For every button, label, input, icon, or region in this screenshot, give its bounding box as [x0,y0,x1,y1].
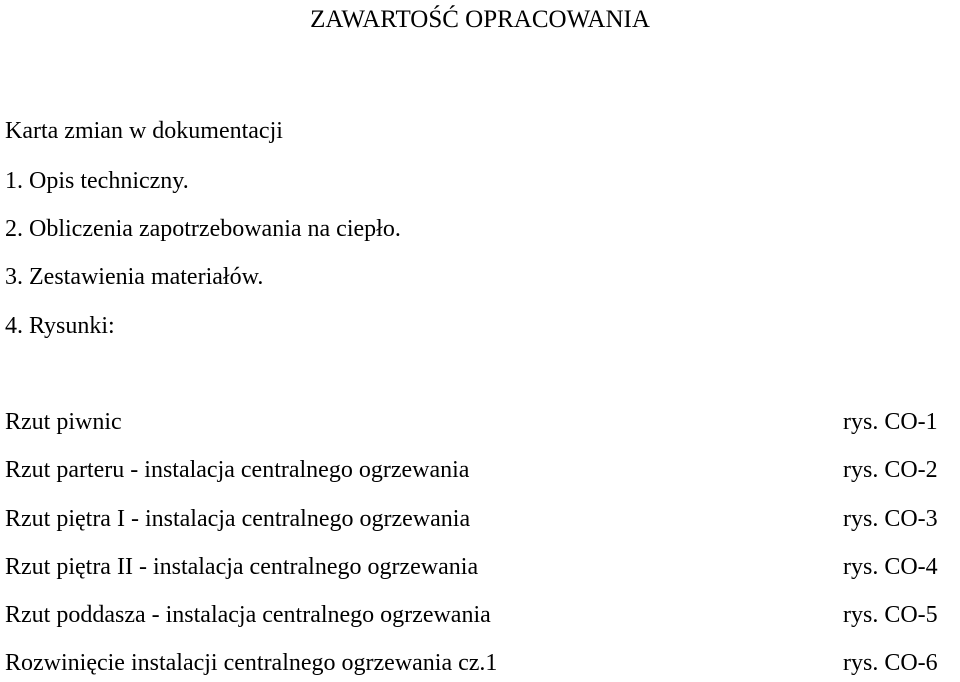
contents-item-technical-description: 1. Opis techniczny. [5,168,189,194]
contents-item-material-lists: 3. Zestawienia materiałów. [5,264,264,290]
drawing-code: rys. CO-2 [843,457,938,483]
drawing-code: rys. CO-6 [843,650,938,676]
drawing-name: Rzut poddasza - instalacja centralnego ogrzewania [5,602,491,628]
drawing-name: Rzut piętra II - instalacja centralnego ogrzewania [5,554,479,580]
drawing-name: Rzut piętra I - instalacja centralnego ogrzewania [5,506,471,532]
contents-item-heat-calculations: 2. Obliczenia zapotrzebowania na ciepło. [5,216,401,242]
drawing-name: Rozwinięcie instalacji centralnego ogrzewania cz.1 [5,650,498,676]
drawing-code: rys. CO-4 [843,554,938,580]
drawing-code: rys. CO-3 [843,506,938,532]
drawing-name: Rzut piwnic [5,409,122,435]
drawing-code: rys. CO-1 [843,409,938,435]
contents-item-drawings: 4. Rysunki: [5,313,115,339]
drawing-code: rys. CO-5 [843,602,938,628]
contents-item-change-log: Karta zmian w dokumentacji [5,118,283,144]
document-title: ZAWARTOŚĆ OPRACOWANIA [310,6,650,33]
drawing-name: Rzut parteru - instalacja centralnego ogrzewania [5,457,470,483]
